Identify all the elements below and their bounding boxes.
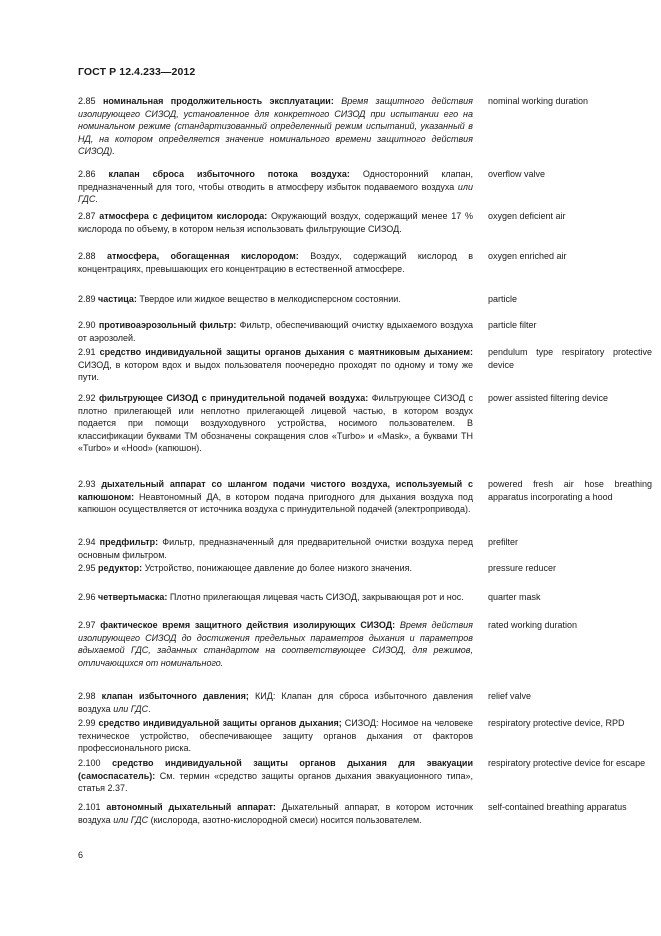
- entry-number: 2.94: [78, 537, 96, 547]
- entry-term: средство индивидуальной защиты органов дыхания для эвакуации (самоспасатель):: [78, 758, 473, 781]
- entry-definition: [78, 717, 473, 755]
- entry-text: КИД: Клапан для сброса избыточного давления воздуха: [78, 691, 473, 714]
- entry-english-term: pressure reducer: [488, 563, 557, 573]
- entry-number: 2.85: [78, 96, 96, 106]
- entry-term: номинальная продолжительность эксплуатации:: [102, 96, 334, 106]
- entry-text: .: [95, 194, 98, 205]
- entry-text-italic: или ГДС: [113, 703, 149, 714]
- entry-english-term: relief valve: [488, 691, 532, 701]
- entry-definition: [78, 757, 473, 795]
- entry-number: 2.89: [78, 294, 96, 304]
- entry-text: СИЗОД: Носимое на человеке техническое устройство, обеспечивающее защиту органов дыхания от факторов профессионального риска.: [78, 718, 473, 754]
- entry-text: Фильтр, предназначенный для предварительной очистки воздуха перед основным фильтром.: [78, 537, 473, 560]
- entry-term: клапан избыточного давления;: [101, 691, 249, 701]
- entry-number: 2.87: [78, 211, 96, 221]
- entry-definition: [78, 562, 473, 575]
- entry-number: 2.92: [78, 393, 96, 403]
- entry-english-term: nominal working duration: [488, 96, 589, 106]
- entry-term: четвертьмаска:: [98, 592, 168, 602]
- entry-term: фактическое время защитного действия изолирующих СИЗОД:: [100, 620, 396, 630]
- entry-english-term: pendulum type respiratory protective device: [488, 347, 652, 370]
- entry-term: частица:: [98, 294, 137, 304]
- entry-term: фильтрующее СИЗОД с принудительной подачей воздуха:: [98, 393, 369, 403]
- entry-text: Неавтономный ДА, в котором подача пригодного для дыхания воздуха под капюшон осуществляется от источника воздуха с принудительной подачей (электропривода).: [78, 491, 473, 515]
- entry-number: 2.88: [78, 251, 96, 261]
- entry-english-term: overflow valve: [488, 169, 546, 179]
- entry-text: Односторонний клапан, предназначенный для того, чтобы отводить в атмосферу избыток подаваемого воздуха: [78, 169, 473, 192]
- page-number: 6: [78, 850, 84, 860]
- entry-english-term: respiratory protective device for escape: [488, 758, 646, 768]
- entry-text: Плотно прилегающая лицевая часть СИЗОД, закрывающая рот и нос.: [169, 592, 464, 602]
- entry-text-italic: или ГДС: [78, 181, 473, 205]
- entry-term: атмосфера с дефицитом кислорода:: [99, 211, 268, 221]
- entry-definition: [78, 95, 473, 158]
- entry-english-term: rated working duration: [488, 620, 578, 630]
- entry-english-term: particle: [488, 294, 518, 304]
- entry-definition: [78, 250, 473, 275]
- entry-definition: [78, 619, 473, 669]
- entry-term: средство индивидуальной защиты органов дыхания с маятниковым дыханием:: [99, 347, 473, 357]
- entry-english-term: oxygen deficient air: [488, 211, 566, 221]
- entry-text: См. термин «средство защиты органов дыхания эвакуационного типа», статья 2.37.: [78, 770, 473, 794]
- entry-term: средство индивидуальной защиты органов дыхания;: [98, 718, 342, 728]
- entry-english-term: self-contained breathing apparatus: [488, 802, 627, 812]
- entry-text: Воздух, содержащий кислород в концентрациях, превышающих его концентрацию в естественной атмосфере.: [78, 251, 473, 274]
- entry-text: (кислорода, азотно-кислородной смеси) носится пользователем.: [150, 814, 422, 825]
- entry-text: Дыхательный аппарат, в котором источник воздуха: [78, 802, 473, 825]
- entry-definition: [78, 801, 473, 826]
- entry-number: 2.90: [78, 320, 96, 330]
- entry-definition: [78, 392, 473, 455]
- entry-number: 2.86: [78, 169, 96, 179]
- entry-text: Фильтрующее СИЗОД с плотно прилегающей или неплотно прилегающей лицевой частью, в котором воздух подается при помощи воздуходувного устройства, носимого пользователем. В классификации буквами ТМ обозначены сокращения слов «Turbo» и «Mask», а буквами ТН «Turbo» и «Hood» (капюшон).: [78, 393, 473, 454]
- entry-term: автономный дыхательный аппарат:: [106, 802, 276, 812]
- entry-text: СИЗОД, в котором вдох и выдох пользователя поочередно проходят по одному и тому же пути.: [78, 359, 473, 383]
- entry-definition: [78, 690, 473, 715]
- entry-definition: [78, 591, 473, 604]
- entry-english-term: oxygen enriched air: [488, 251, 567, 261]
- entry-number: 2.93: [78, 479, 96, 489]
- entry-definition: [78, 536, 473, 561]
- entry-definition: [78, 319, 473, 344]
- entry-definition: [78, 210, 473, 235]
- entry-definition: [78, 293, 473, 306]
- entry-english-term: respiratory protective device, RPD: [488, 718, 625, 728]
- entry-text-italic: или ГДС: [113, 814, 149, 825]
- entry-term: противоаэрозольный фильтр:: [98, 320, 237, 330]
- entry-number: 2.96: [78, 592, 96, 602]
- entry-english-term: powered fresh air hose breathing apparatus incorporating a hood: [488, 479, 652, 502]
- entry-term: предфильтр:: [99, 537, 159, 547]
- entry-number: 2.91: [78, 347, 96, 357]
- entry-definition: [78, 346, 473, 384]
- entry-number: 2.101: [78, 802, 101, 812]
- entry-text: Время действия изолирующего СИЗОД до достижения предельных параметров дыхания и параметров вдыхаемой ГДС, заданных стандартом на соответствующее СИЗОД, для режимов, отличающихся от номинального.: [78, 620, 473, 668]
- entry-text: .: [148, 703, 151, 714]
- entry-english-term: particle filter: [488, 320, 537, 330]
- page-header: ГОСТ Р 12.4.233—2012: [78, 66, 196, 78]
- entry-definition: [78, 168, 473, 206]
- entry-text: Фильтр, обеспечивающий очистку вдыхаемого воздуха от аэрозолей.: [78, 320, 473, 343]
- entry-text: Устройство, понижающее давление до более низкого значения.: [144, 563, 413, 573]
- entry-number: 2.97: [78, 620, 96, 630]
- entry-number: 2.98: [78, 691, 96, 701]
- entry-text: Время защитного действия изолирующего СИЗОД, установленное для конкретного СИЗОД при испытании его на номинальном режиме (стандартизованный определенный режим испытаний, указанный в НД, на котором определяется значение номинального времени защитного действия СИЗОД).: [78, 96, 473, 157]
- entry-definition: [78, 478, 473, 516]
- entry-number: 2.95: [78, 563, 96, 573]
- entry-english-term: power assisted filtering device: [488, 393, 609, 403]
- entry-number: 2.99: [78, 718, 96, 728]
- entry-english-term: quarter mask: [488, 592, 541, 602]
- entry-term: атмосфера, обогащенная кислородом:: [106, 251, 299, 261]
- entry-english-term: prefilter: [488, 537, 519, 547]
- entry-term: дыхательный аппарат со шлангом подачи чистого воздуха, используемый с капюшоном:: [78, 479, 473, 502]
- entry-text: Окружающий воздух, содержащий менее 17 % кислорода по объему, в котором нельзя использовать фильтрующие СИЗОД.: [78, 211, 473, 234]
- entry-term: клапан сброса избыточного потока воздуха:: [108, 169, 350, 179]
- entry-text: Твердое или жидкое вещество в мелкодисперсном состоянии.: [139, 294, 401, 304]
- entry-term: редуктор:: [98, 563, 143, 573]
- entry-number: 2.100: [78, 758, 101, 768]
